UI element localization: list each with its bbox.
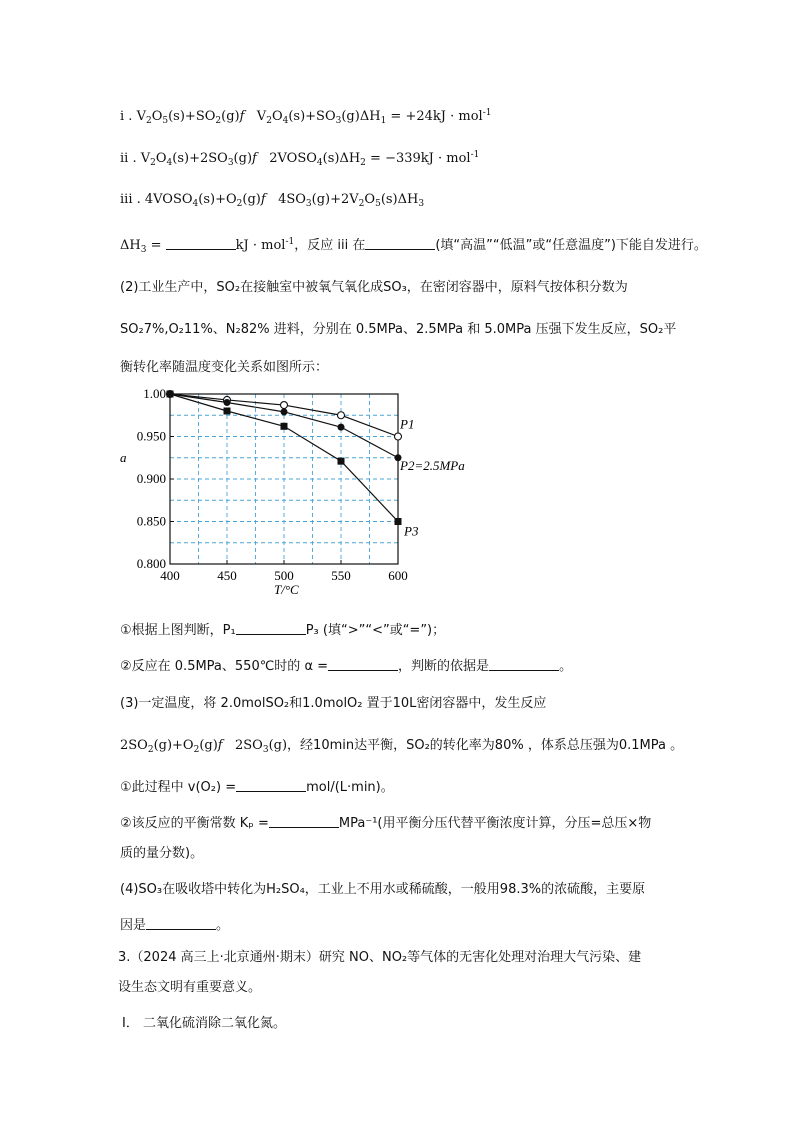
reaction-i: i . $V_2O_5(s)+SO_2(g)f$ $V_2O_4(s)+SO_3(g)\Delta H_1 = +24kJ \cdot mol^{-1}$ bbox=[120, 108, 492, 126]
x-tick-label: 550 bbox=[331, 568, 351, 583]
q3-sub1: ①此过程中 v(O₂) = mol/(L·min)。 bbox=[120, 780, 394, 795]
q2-feed: SO₂7%,O₂11%、N₂82% 进料，分别在 0.5MPa、2.5MPa 和 5.0MPa 压强下发生反应，SO₂平 bbox=[120, 322, 677, 337]
series-label: P2=2.5MPa bbox=[400, 457, 465, 473]
q2-trend: 衡转化率随温度变化关系如图所示： bbox=[120, 360, 329, 375]
answer-blank[interactable] bbox=[166, 237, 236, 250]
x-tick-label: 600 bbox=[388, 568, 408, 583]
q4-line1: (4)SO₃在吸收塔中转化为H₂SO₄，工业上不用水或稀硫酸，一般用98.3%的浓硫酸，主要原 bbox=[120, 882, 646, 897]
q3-equation: $2SO_2(g)+O_2(g)f$ $2SO_3(g)$，经10min达平衡，SO₂的转化率为80% ，体系总压强为0.1MPa 。 bbox=[120, 738, 684, 755]
series-label: P1 bbox=[400, 416, 415, 432]
y-tick-label: 0.850 bbox=[136, 513, 166, 529]
data-point bbox=[338, 458, 345, 465]
problem3-section-1: Ⅰ． 二氧化硫消除二氧化氮。 bbox=[122, 1016, 286, 1031]
y-axis-label: a bbox=[120, 449, 127, 465]
y-tick-label: 0.950 bbox=[136, 428, 166, 444]
data-point bbox=[167, 391, 174, 398]
reaction-ii: ii . $V_2O_4(s)+2SO_3(g)f$ $2VOSO_4(s)\Delta H_2 = -339kJ \cdot mol^{-1}$ bbox=[120, 150, 480, 168]
x-tick-label: 450 bbox=[217, 568, 237, 583]
data-point bbox=[224, 408, 231, 415]
y-tick-label: 1.00 bbox=[143, 386, 166, 401]
series-label: P3 bbox=[404, 523, 419, 539]
q2-intro: (2)工业生产中，SO₂在接触室中被氧气氧化成SO₃，在密闭容器中，原料气按体积分数为 bbox=[120, 280, 628, 295]
problem3-line1: 3.（2024 高三上·北京通州·期末）研究 NO、NO₂等气体的无害化处理对治理大气污染、建 bbox=[118, 950, 642, 965]
answer-blank[interactable] bbox=[269, 815, 339, 828]
conversion-chart bbox=[118, 378, 478, 598]
data-point bbox=[395, 518, 402, 525]
problem3-line2: 设生态文明有重要意义。 bbox=[118, 980, 262, 995]
answer-blank[interactable] bbox=[365, 237, 435, 250]
data-point bbox=[281, 423, 288, 430]
q4-line2: 因是 。 bbox=[120, 918, 230, 933]
q3-sub2: ②该反应的平衡常数 Kₚ = MPa⁻¹(用平衡分压代替平衡浓度计算，分压=总压×物 bbox=[120, 816, 652, 831]
y-tick-label: 0.900 bbox=[136, 471, 166, 486]
answer-blank[interactable] bbox=[146, 917, 216, 930]
answer-blank[interactable] bbox=[328, 658, 398, 671]
reaction-iii: iii . $4VOSO_4(s)+O_2(g)f$ $4SO_3(g)+2V_2O_5(s)\Delta H_3$ bbox=[120, 192, 425, 209]
q2-sub1: ①根据上图判断，P₁ P₃ (填“>”“<”或“=”)； bbox=[120, 623, 446, 638]
q3-sub2-cont: 质的量分数)。 bbox=[120, 846, 204, 861]
data-point bbox=[224, 399, 231, 406]
q3-intro: (3)一定温度，将 2.0molSO₂和1.0molO₂ 置于10L密闭容器中，发生反应 bbox=[120, 696, 547, 711]
data-point bbox=[338, 412, 345, 419]
data-point bbox=[281, 402, 288, 409]
answer-blank[interactable] bbox=[236, 779, 306, 792]
data-point bbox=[395, 433, 402, 440]
data-point bbox=[338, 424, 345, 431]
answer-blank[interactable] bbox=[489, 658, 559, 671]
x-axis-label: T/°C bbox=[274, 582, 299, 597]
q2-sub2: ②反应在 0.5MPa、550℃时的 α = ，判断的依据是 。 bbox=[120, 659, 573, 674]
answer-blank[interactable] bbox=[236, 622, 306, 635]
data-point bbox=[281, 408, 288, 415]
y-tick-label: 0.800 bbox=[136, 556, 166, 571]
x-tick-label: 400 bbox=[160, 568, 180, 583]
dh3-question: $\Delta H_3$ = kJ · mol$^{-1}$，反应 iii 在 (填“高温”“低温”或“任意温度”)下能自发进行。 bbox=[120, 237, 707, 255]
x-tick-label: 500 bbox=[274, 568, 294, 583]
